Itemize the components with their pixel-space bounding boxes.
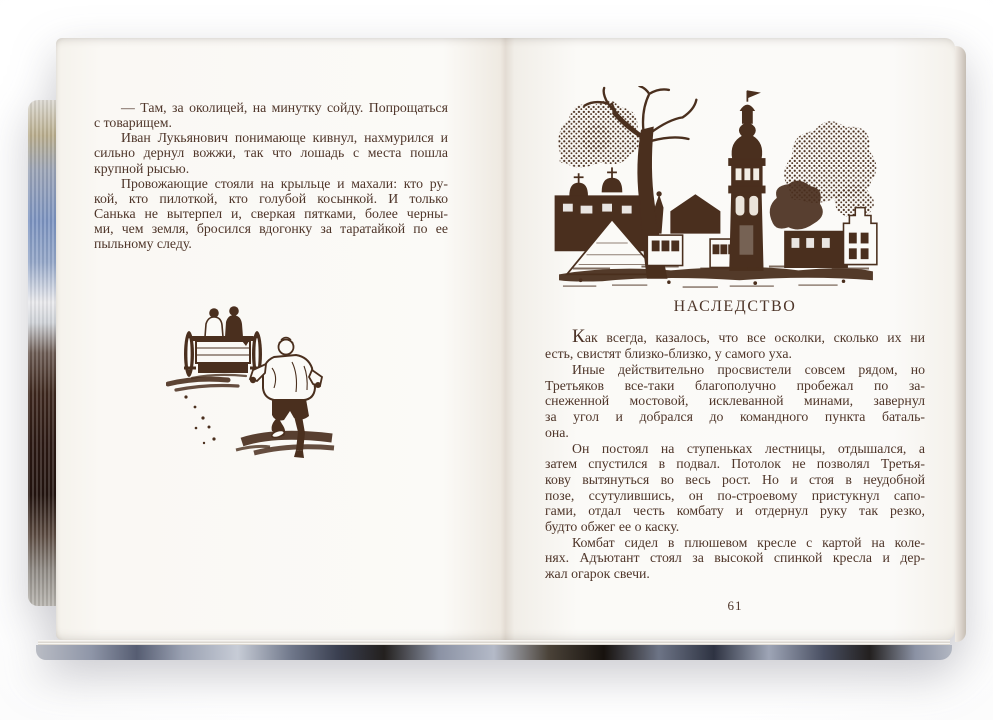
text-line: есть, свистят близко-близко, у самого уха. bbox=[545, 346, 792, 362]
text-line: жал огарок свечи. bbox=[545, 566, 650, 582]
page-edges-bottom bbox=[36, 645, 952, 660]
page-number: 61 bbox=[727, 598, 743, 613]
text-line: нях. Адъютант стоял за высокой спинкой кресла и дер- bbox=[545, 550, 925, 566]
paragraph bbox=[545, 362, 925, 441]
text-line: Провожающие стояли на крыльце и махали: кто ру- bbox=[121, 175, 448, 191]
text-line: кову вытянуться во весь рост. Но и стоя в неудобной bbox=[545, 471, 925, 487]
page-edges-left bbox=[28, 100, 58, 606]
paragraph bbox=[545, 441, 925, 535]
text-line: за угол и добрался до командного пункта баталь- bbox=[545, 409, 925, 425]
right-page-text bbox=[545, 327, 925, 582]
chapter-heading: НАСЛЕДСТВО bbox=[673, 298, 797, 315]
text-line: Санька не вытерпел и, сверкая пятками, более черны- bbox=[94, 206, 448, 222]
text-line: крупной рысью. bbox=[94, 160, 190, 176]
text-line: Комбат сидел в плюшевом кресле с картой на коле- bbox=[572, 534, 925, 550]
text-line: Иван Лукьянович понимающе кивнул, нахмурился и bbox=[121, 130, 448, 146]
text-line: Третьяков все-таки благополучно пробежал по за- bbox=[545, 377, 925, 393]
text-line: ми, чем земля, бросился вдогонку за таратайкой по ее bbox=[94, 221, 448, 237]
text-line: Иные действительно просвистели совсем рядом, но bbox=[572, 362, 925, 378]
text-line: пыльному следу. bbox=[94, 236, 192, 252]
text-line: будто обжег ее о каску. bbox=[545, 519, 680, 535]
text-line: гами, отдал честь комбату и отдернул руку так резко, bbox=[545, 503, 925, 519]
text-line: она. bbox=[545, 424, 569, 440]
text-line: Как всегда, казалось, что все осколки, сколько их ни bbox=[572, 326, 925, 347]
text-line: затем спустился в подвал. Потолок не позволял Третья- bbox=[545, 456, 925, 472]
text-line: позе, ссутулившись, он по-строевому пристукнул сапо- bbox=[545, 487, 925, 503]
text-line: — Там, за околицей, на минутку сойду. Попрощаться bbox=[121, 100, 448, 115]
text-line: сильно дернул вожжи, так что лошадь с места пошла bbox=[94, 145, 448, 161]
town-with-church-tower-illustration bbox=[552, 86, 878, 292]
text-line: с товарищем. bbox=[94, 115, 172, 131]
open-book bbox=[28, 36, 966, 660]
text-line: Он постоял на ступеньках лестницы, отдышался, а bbox=[572, 440, 925, 456]
left-page bbox=[56, 38, 498, 638]
paragraph bbox=[94, 130, 448, 175]
paragraph bbox=[545, 327, 925, 362]
cover-edge-right bbox=[955, 46, 966, 642]
text-line: снеженной мостовой, исклеванной минами, завернул bbox=[545, 393, 925, 409]
text-line: кой, кто пилоткой, кто голубой косынкой. И только bbox=[94, 190, 448, 206]
paragraph bbox=[94, 100, 448, 130]
cart-and-running-boy-illustration bbox=[166, 300, 336, 465]
right-page bbox=[498, 38, 955, 638]
left-page-text bbox=[94, 100, 448, 252]
paragraph bbox=[94, 176, 448, 252]
paragraph bbox=[545, 535, 925, 582]
